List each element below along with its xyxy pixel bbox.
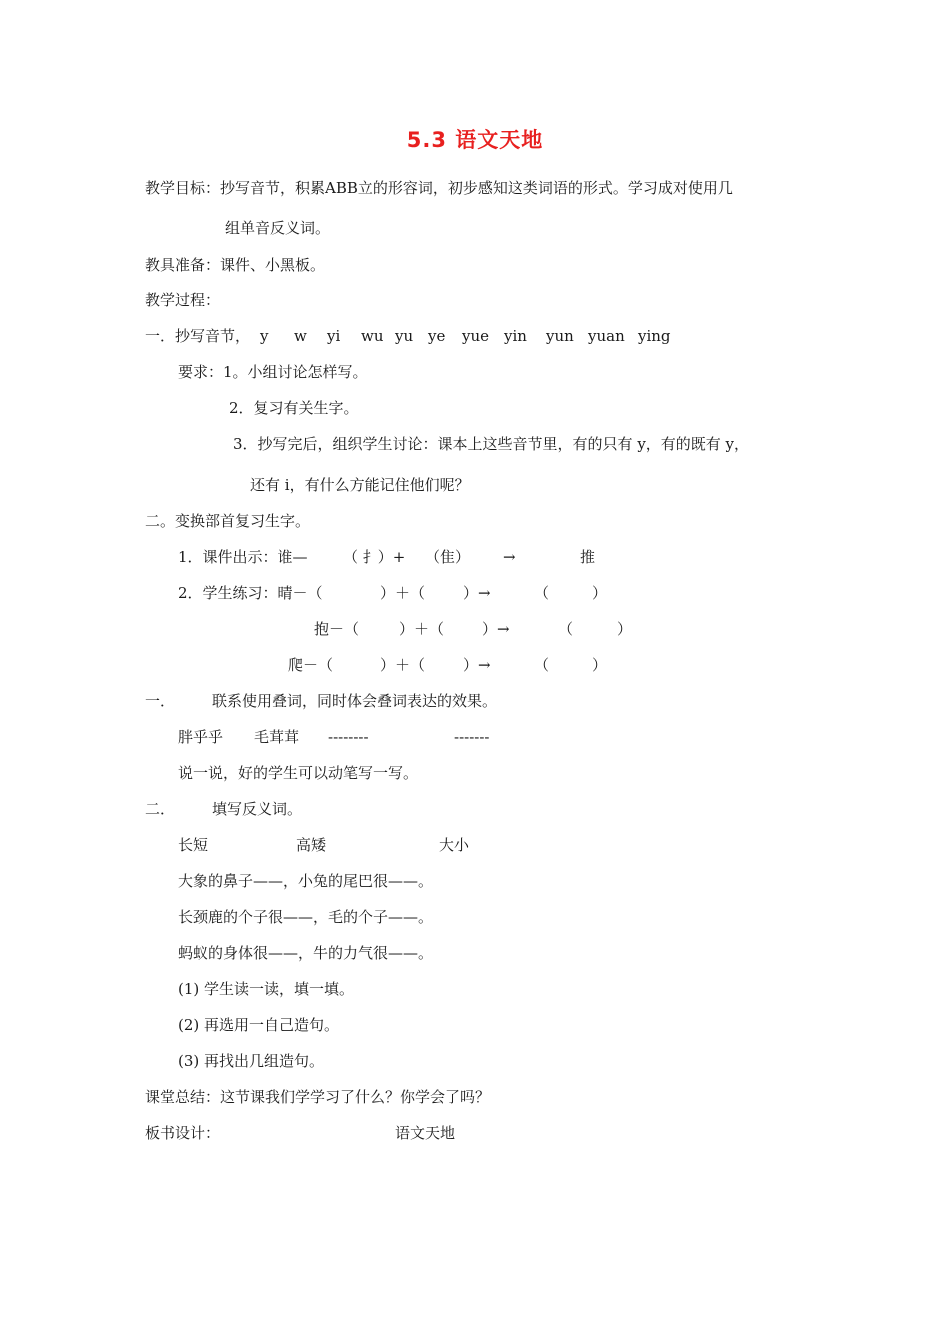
requirement-1: 要求：1。小组讨论怎样写。 xyxy=(178,363,368,381)
syllable-yin: yin xyxy=(504,327,527,345)
objective-line-1: 教学目标：抄写音节，积累ABB立的形容词，初步感知这类词语的形式。学习成对使用几 xyxy=(145,179,733,197)
practice-1-part-b: （隹） xyxy=(425,548,471,566)
practice-1-result: 推 xyxy=(580,548,596,566)
practice-3-close: ） xyxy=(617,620,633,638)
lesson-summary: 课堂总结：这节课我们学学习了什么？你学会了吗？ xyxy=(145,1088,491,1106)
syllable-yue: yue xyxy=(462,327,490,345)
task-3: (3) 再找出几组造句。 xyxy=(178,1052,325,1070)
reduplicated-word-2: 毛茸茸 xyxy=(254,728,300,746)
antonym-pair-1: 长短 xyxy=(178,836,209,854)
practice-1-label: 1．课件出示：谁— xyxy=(178,548,308,566)
practice-4-arrow: ）→ xyxy=(463,656,491,674)
practice-3-plus: ）＋（ xyxy=(399,620,445,638)
practice-1-arrow: → xyxy=(503,548,516,566)
practice-2-close: ） xyxy=(592,584,608,602)
practice-2-arrow: ）→ xyxy=(463,584,491,602)
page-title: 5.3 语文天地 xyxy=(406,128,544,152)
syllable-ying: ying xyxy=(638,327,671,345)
antonym-pair-2: 高矮 xyxy=(296,836,327,854)
syllable-yu: yu xyxy=(395,327,414,345)
section3-heading: 联系使用叠词，同时体会叠词表达的效果。 xyxy=(212,692,498,710)
practice-4-open: （ xyxy=(534,656,550,674)
reduplicated-word-1: 胖乎乎 xyxy=(178,728,224,746)
objective-line-2: 组单音反义词。 xyxy=(225,219,331,237)
section1-heading xyxy=(145,326,250,346)
practice-3-label: 抱－（ xyxy=(314,620,360,638)
section1-label: 一．抄写音节， xyxy=(145,327,251,345)
task-2: (2) 再选用一自己造句。 xyxy=(178,1016,340,1034)
example-sentence-2: 长颈鹿的个子很——，毛的个子——。 xyxy=(178,908,434,926)
practice-2-label: 2．学生练习：晴－（ xyxy=(178,584,323,602)
syllable-wu: wu xyxy=(361,327,384,345)
practice-4-close: ） xyxy=(592,656,608,674)
syllable-ye: ye xyxy=(428,327,446,345)
practice-2-open: （ xyxy=(534,584,550,602)
reduplicated-blank-2: ------- xyxy=(454,728,490,746)
requirement-3-continued: 还有 i，有什么方能记住他们呢？ xyxy=(250,476,470,494)
section3-number: 一． xyxy=(145,692,176,710)
board-design-value: 语文天地 xyxy=(395,1124,456,1142)
section4-heading: 填写反义词。 xyxy=(212,800,303,818)
antonym-pair-3: 大小 xyxy=(439,836,470,854)
syllable-y: y xyxy=(260,327,269,345)
syllable-yuan: yuan xyxy=(588,327,625,345)
process-heading: 教学过程： xyxy=(145,291,221,309)
say-instruction: 说一说，好的学生可以动笔写一写。 xyxy=(178,764,419,782)
example-sentence-3: 蚂蚁的身体很——，牛的力气很——。 xyxy=(178,944,434,962)
practice-4-plus: ）＋（ xyxy=(380,656,426,674)
example-sentence-1: 大象的鼻子——，小兔的尾巴很——。 xyxy=(178,872,434,890)
tools-line: 教具准备：课件、小黑板。 xyxy=(145,256,326,274)
practice-3-arrow: ）→ xyxy=(482,620,510,638)
practice-3-open: （ xyxy=(558,620,574,638)
syllable-yun: yun xyxy=(546,327,574,345)
syllable-w: w xyxy=(294,327,307,345)
requirement-2: 2．复习有关生字。 xyxy=(229,399,359,417)
reduplicated-blank-1: -------- xyxy=(328,728,369,746)
practice-1-part-a: （ 扌）+ xyxy=(343,548,406,566)
practice-2-plus: ）＋（ xyxy=(380,584,426,602)
task-1: (1) 学生读一读，填一填。 xyxy=(178,980,355,998)
syllable-yi: yi xyxy=(327,327,341,345)
board-design-label: 板书设计： xyxy=(145,1124,221,1142)
section2-heading: 二。变换部首复习生字。 xyxy=(145,512,311,530)
section4-number: 二． xyxy=(145,800,176,818)
requirement-3: 3．抄写完后，组织学生讨论：课本上这些音节里，有的只有 y，有的既有 y， xyxy=(233,435,750,453)
practice-4-label: 爬－（ xyxy=(288,656,334,674)
